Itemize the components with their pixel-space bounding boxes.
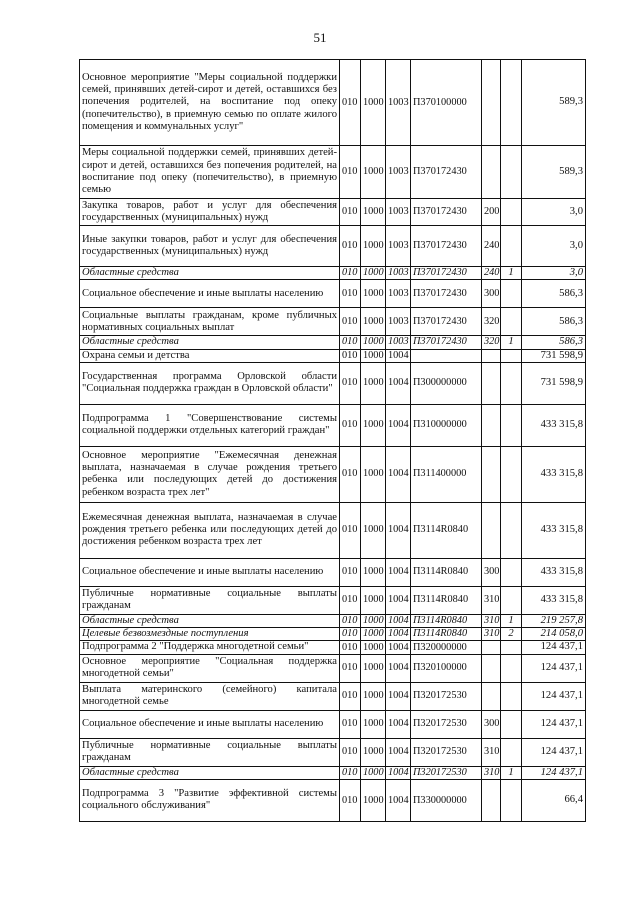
- budget-table-body: [80, 60, 586, 822]
- row-grbs-code: 010: [340, 199, 361, 226]
- row-expense-type: [482, 682, 501, 710]
- row-expense-type: 310: [482, 586, 501, 614]
- row-subsection-code: 1004: [386, 404, 411, 446]
- row-amount: 124 437,1: [522, 641, 586, 654]
- row-section-code: 1000: [361, 446, 386, 502]
- row-amount: 3,0: [522, 226, 586, 267]
- row-name: Подпрограмма 3 "Развитие эффективной системы социального обслуживания": [80, 779, 340, 821]
- row-subsection-code: 1004: [386, 502, 411, 558]
- row-name: Областные средства: [80, 766, 340, 779]
- row-expense-type: 320: [482, 336, 501, 349]
- row-expense-type: [482, 502, 501, 558]
- row-grbs-code: 010: [340, 558, 361, 586]
- row-grbs-code: 010: [340, 267, 361, 280]
- row-section-code: 1000: [361, 614, 386, 627]
- row-funding-source: [501, 226, 522, 267]
- row-target-article: П3114R0840: [411, 628, 482, 641]
- row-grbs-code: 010: [340, 502, 361, 558]
- row-target-article: П320172530: [411, 710, 482, 738]
- row-grbs-code: 010: [340, 336, 361, 349]
- row-funding-source: 1: [501, 267, 522, 280]
- row-amount: 124 437,1: [522, 738, 586, 766]
- row-funding-source: [501, 308, 522, 336]
- table-row: [80, 226, 586, 267]
- row-subsection-code: 1004: [386, 349, 411, 362]
- row-funding-source: [501, 502, 522, 558]
- row-amount: 731 598,9: [522, 349, 586, 362]
- row-name: Закупка товаров, работ и услуг для обеспечения государственных (муниципальных) нужд: [80, 199, 340, 226]
- row-section-code: 1000: [361, 362, 386, 404]
- row-section-code: 1000: [361, 586, 386, 614]
- row-section-code: 1000: [361, 738, 386, 766]
- row-expense-type: [482, 146, 501, 199]
- table-row: [80, 60, 586, 146]
- row-amount: 433 315,8: [522, 404, 586, 446]
- table-row: [80, 199, 586, 226]
- row-section-code: 1000: [361, 267, 386, 280]
- row-grbs-code: 010: [340, 226, 361, 267]
- row-grbs-code: 010: [340, 362, 361, 404]
- row-subsection-code: 1003: [386, 280, 411, 308]
- row-target-article: П370172430: [411, 308, 482, 336]
- row-amount: 3,0: [522, 199, 586, 226]
- row-funding-source: 1: [501, 336, 522, 349]
- row-section-code: 1000: [361, 349, 386, 362]
- row-section-code: 1000: [361, 766, 386, 779]
- row-target-article: П370172430: [411, 336, 482, 349]
- row-section-code: 1000: [361, 404, 386, 446]
- row-name: Публичные нормативные социальные выплаты гражданам: [80, 738, 340, 766]
- table-row: [80, 446, 586, 502]
- row-subsection-code: 1004: [386, 682, 411, 710]
- table-row: [80, 641, 586, 654]
- row-subsection-code: 1003: [386, 336, 411, 349]
- row-grbs-code: 010: [340, 710, 361, 738]
- row-target-article: П3114R0840: [411, 502, 482, 558]
- row-name: Ежемесячная денежная выплата, назначаемая в случае рождения третьего ребенка или последующих детей до достижения ребенком возраста трех лет: [80, 502, 340, 558]
- row-expense-type: 300: [482, 558, 501, 586]
- row-name: Социальное обеспечение и иные выплаты населению: [80, 710, 340, 738]
- table-row: [80, 558, 586, 586]
- row-funding-source: [501, 738, 522, 766]
- row-name: Целевые безвозмездные поступления: [80, 628, 340, 641]
- row-target-article: П311400000: [411, 446, 482, 502]
- row-funding-source: [501, 641, 522, 654]
- row-funding-source: [501, 60, 522, 146]
- page-number: 51: [313, 30, 327, 45]
- row-expense-type: 300: [482, 710, 501, 738]
- row-expense-type: [482, 349, 501, 362]
- row-subsection-code: 1004: [386, 779, 411, 821]
- row-subsection-code: 1004: [386, 641, 411, 654]
- table-row: [80, 654, 586, 682]
- table-row: [80, 710, 586, 738]
- table-row: [80, 336, 586, 349]
- row-amount: 433 315,8: [522, 502, 586, 558]
- row-amount: 124 437,1: [522, 654, 586, 682]
- row-section-code: 1000: [361, 60, 386, 146]
- row-subsection-code: 1004: [386, 362, 411, 404]
- row-expense-type: [482, 60, 501, 146]
- row-amount: 731 598,9: [522, 362, 586, 404]
- row-section-code: 1000: [361, 682, 386, 710]
- row-grbs-code: 010: [340, 628, 361, 641]
- row-amount: 586,3: [522, 336, 586, 349]
- row-funding-source: [501, 362, 522, 404]
- row-section-code: 1000: [361, 558, 386, 586]
- row-grbs-code: 010: [340, 586, 361, 614]
- row-funding-source: [501, 404, 522, 446]
- row-funding-source: 1: [501, 766, 522, 779]
- row-target-article: П330000000: [411, 779, 482, 821]
- table-row: [80, 766, 586, 779]
- row-section-code: 1000: [361, 226, 386, 267]
- row-grbs-code: 010: [340, 779, 361, 821]
- row-grbs-code: 010: [340, 614, 361, 627]
- row-name: Выплата материнского (семейного) капитала многодетной семье: [80, 682, 340, 710]
- row-subsection-code: 1003: [386, 226, 411, 267]
- row-amount: 586,3: [522, 308, 586, 336]
- row-expense-type: [482, 654, 501, 682]
- row-expense-type: [482, 362, 501, 404]
- row-section-code: 1000: [361, 199, 386, 226]
- row-expense-type: 320: [482, 308, 501, 336]
- row-target-article: П3114R0840: [411, 586, 482, 614]
- row-subsection-code: 1003: [386, 308, 411, 336]
- row-funding-source: [501, 779, 522, 821]
- row-funding-source: [501, 682, 522, 710]
- table-row: [80, 404, 586, 446]
- row-name: Подпрограмма 1 "Совершенствование системы социальной поддержки отдельных категорий граждан": [80, 404, 340, 446]
- row-grbs-code: 010: [340, 146, 361, 199]
- table-row: [80, 779, 586, 821]
- row-amount: 433 315,8: [522, 558, 586, 586]
- row-amount: 214 058,0: [522, 628, 586, 641]
- row-grbs-code: 010: [340, 682, 361, 710]
- row-target-article: [411, 349, 482, 362]
- row-name: Основное мероприятие "Социальная поддержка многодетной семьи": [80, 654, 340, 682]
- table-row: [80, 682, 586, 710]
- row-amount: 124 437,1: [522, 710, 586, 738]
- row-subsection-code: 1004: [386, 628, 411, 641]
- row-subsection-code: 1004: [386, 446, 411, 502]
- row-funding-source: [501, 280, 522, 308]
- row-subsection-code: 1004: [386, 614, 411, 627]
- row-target-article: П370172430: [411, 267, 482, 280]
- table-row: [80, 586, 586, 614]
- row-expense-type: 310: [482, 614, 501, 627]
- row-name: Основное мероприятие "Меры социальной поддержки семей, принявших детей-сирот и детей, оставшихся без попечения родителей, на воспитание под опеку (попечительство), в приемную семью по оплате жилого помещения и коммунальных услуг": [80, 60, 340, 146]
- row-name: Подпрограмма 2 "Поддержка многодетной семьи": [80, 641, 340, 654]
- row-expense-type: 200: [482, 199, 501, 226]
- row-expense-type: 310: [482, 738, 501, 766]
- row-subsection-code: 1004: [386, 738, 411, 766]
- row-name: Основное мероприятие "Ежемесячная денежная выплата, назначаемая в случае рождения третьего ребенка или последующих детей до достижения ребенком возраста трех лет": [80, 446, 340, 502]
- row-target-article: П370172430: [411, 226, 482, 267]
- table-row: [80, 280, 586, 308]
- row-expense-type: 310: [482, 766, 501, 779]
- row-target-article: П320172530: [411, 682, 482, 710]
- row-target-article: П370172430: [411, 199, 482, 226]
- row-grbs-code: 010: [340, 349, 361, 362]
- row-target-article: П300000000: [411, 362, 482, 404]
- row-section-code: 1000: [361, 336, 386, 349]
- budget-table: [79, 59, 586, 822]
- row-name: Областные средства: [80, 267, 340, 280]
- row-section-code: 1000: [361, 654, 386, 682]
- row-amount: 433 315,8: [522, 586, 586, 614]
- row-name: Областные средства: [80, 336, 340, 349]
- row-amount: 219 257,8: [522, 614, 586, 627]
- row-grbs-code: 010: [340, 654, 361, 682]
- row-amount: 433 315,8: [522, 446, 586, 502]
- row-amount: 589,3: [522, 146, 586, 199]
- table-row: [80, 738, 586, 766]
- row-grbs-code: 010: [340, 280, 361, 308]
- row-expense-type: 240: [482, 267, 501, 280]
- row-target-article: П3114R0840: [411, 614, 482, 627]
- row-expense-type: 300: [482, 280, 501, 308]
- table-row: [80, 349, 586, 362]
- row-subsection-code: 1004: [386, 586, 411, 614]
- row-grbs-code: 010: [340, 641, 361, 654]
- table-row: [80, 502, 586, 558]
- row-subsection-code: 1003: [386, 199, 411, 226]
- row-section-code: 1000: [361, 779, 386, 821]
- row-subsection-code: 1004: [386, 766, 411, 779]
- row-funding-source: [501, 446, 522, 502]
- row-amount: 589,3: [522, 60, 586, 146]
- row-target-article: П3114R0840: [411, 558, 482, 586]
- row-subsection-code: 1003: [386, 267, 411, 280]
- row-target-article: П370172430: [411, 146, 482, 199]
- row-grbs-code: 010: [340, 738, 361, 766]
- row-section-code: 1000: [361, 628, 386, 641]
- row-funding-source: [501, 586, 522, 614]
- row-name: Охрана семьи и детства: [80, 349, 340, 362]
- row-funding-source: [501, 349, 522, 362]
- row-amount: 124 437,1: [522, 682, 586, 710]
- row-grbs-code: 010: [340, 60, 361, 146]
- row-subsection-code: 1004: [386, 558, 411, 586]
- row-subsection-code: 1003: [386, 60, 411, 146]
- row-subsection-code: 1003: [386, 146, 411, 199]
- row-section-code: 1000: [361, 308, 386, 336]
- row-section-code: 1000: [361, 641, 386, 654]
- row-name: Социальное обеспечение и иные выплаты населению: [80, 558, 340, 586]
- row-funding-source: [501, 710, 522, 738]
- row-subsection-code: 1004: [386, 710, 411, 738]
- row-name: Областные средства: [80, 614, 340, 627]
- row-funding-source: [501, 146, 522, 199]
- table-row: [80, 614, 586, 627]
- row-name: Иные закупки товаров, работ и услуг для обеспечения государственных (муниципальных) нужд: [80, 226, 340, 267]
- row-section-code: 1000: [361, 146, 386, 199]
- row-section-code: 1000: [361, 502, 386, 558]
- row-grbs-code: 010: [340, 404, 361, 446]
- row-funding-source: 2: [501, 628, 522, 641]
- row-amount: 3,0: [522, 267, 586, 280]
- table-row: [80, 308, 586, 336]
- row-funding-source: [501, 558, 522, 586]
- row-amount: 586,3: [522, 280, 586, 308]
- row-amount: 66,4: [522, 779, 586, 821]
- row-name: Государственная программа Орловской области "Социальная поддержка граждан в Орловской области": [80, 362, 340, 404]
- table-row: [80, 628, 586, 641]
- row-expense-type: [482, 446, 501, 502]
- row-section-code: 1000: [361, 710, 386, 738]
- row-funding-source: 1: [501, 614, 522, 627]
- row-grbs-code: 010: [340, 308, 361, 336]
- row-name: Социальное обеспечение и иные выплаты населению: [80, 280, 340, 308]
- row-expense-type: [482, 641, 501, 654]
- row-target-article: П310000000: [411, 404, 482, 446]
- row-target-article: П320100000: [411, 654, 482, 682]
- row-name: Социальные выплаты гражданам, кроме публичных нормативных социальных выплат: [80, 308, 340, 336]
- table-row: [80, 267, 586, 280]
- row-target-article: П370172430: [411, 280, 482, 308]
- row-expense-type: 310: [482, 628, 501, 641]
- row-expense-type: [482, 779, 501, 821]
- row-name: Меры социальной поддержки семей, принявших детей-сирот и детей, оставшихся без попечения родителей, на воспитание под опеку (попечительство), в приемную семью: [80, 146, 340, 199]
- row-grbs-code: 010: [340, 446, 361, 502]
- row-grbs-code: 010: [340, 766, 361, 779]
- row-target-article: П320172530: [411, 766, 482, 779]
- row-funding-source: [501, 654, 522, 682]
- row-name: Публичные нормативные социальные выплаты гражданам: [80, 586, 340, 614]
- row-expense-type: 240: [482, 226, 501, 267]
- table-row: [80, 362, 586, 404]
- row-target-article: П320172530: [411, 738, 482, 766]
- row-target-article: П370100000: [411, 60, 482, 146]
- table-row: [80, 146, 586, 199]
- row-amount: 124 437,1: [522, 766, 586, 779]
- row-funding-source: [501, 199, 522, 226]
- row-section-code: 1000: [361, 280, 386, 308]
- row-subsection-code: 1004: [386, 654, 411, 682]
- row-target-article: П320000000: [411, 641, 482, 654]
- row-expense-type: [482, 404, 501, 446]
